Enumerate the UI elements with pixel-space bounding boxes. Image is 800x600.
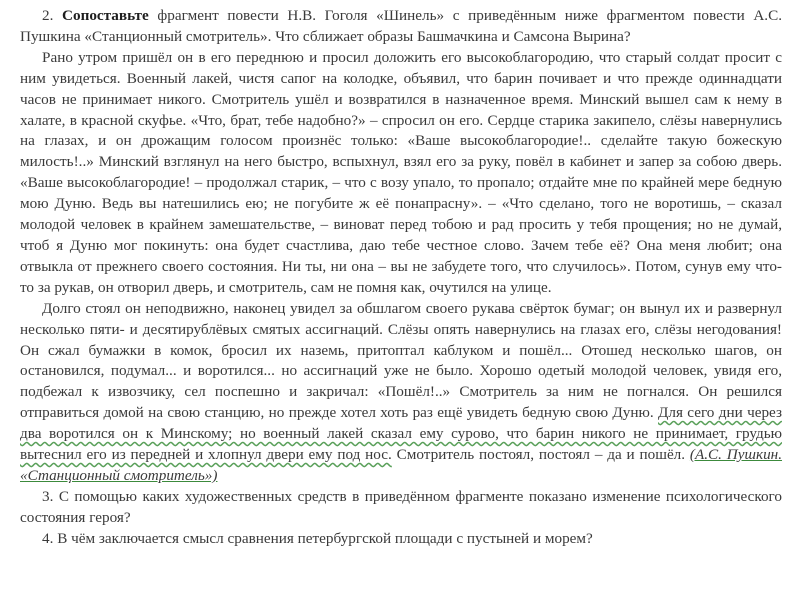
question-2 xyxy=(20,6,782,48)
passage-source: (А.С. Пушкин. «Станционный смотритель») xyxy=(20,446,783,484)
question-2-number: 2. xyxy=(42,7,54,24)
passage-paragraph-2-text: Долго стоял он неподвижно, наконец увидел за обшлагом своего рукава свёрток бумаг; он вынул их и развернул несколько пяти- и десятирублёвых смятых ассигнаций. Слёзы опять навернулись на глазах его, слёзы негодования! Он сжал бумажки в комок, бросил их наземь, притоптал каблуком и пошёл... Отошед несколько шагов, он остановился, подумал... и воротился... но ассигнаций уже не было. Хорошо одетый молодой человек, увидя его, подбежал к извозчику, сел поспешно и закричал: «Пошёл!..» Смотритель за ним не погнался. Он решился отправиться домой на свою станцию, но прежде хотел хоть раз ещё увидеть бедную свою Дуню. xyxy=(20,299,782,422)
question-3: 3. С помощью каких художественных средств в приведённом фрагменте показано изменение психологического состояния героя? xyxy=(20,487,782,526)
question-2-verb: Сопоставьте xyxy=(62,7,149,24)
passage-paragraph-2 xyxy=(20,299,782,487)
question-2-text: фрагмент повести Н.В. Гоголя «Шинель» с приведённым ниже фрагментом повести А.С. Пушкина «Станционный смотритель». Что сближает образы Башмачкина и Самсона Вырина? xyxy=(20,7,783,45)
question-4: 4. В чём заключается смысл сравнения петербургской площади с пустыней и морем? xyxy=(42,529,593,547)
passage-paragraph-1: Рано утром пришёл он в его переднюю и просил доложить его высокоблагородию, что старый солдат просит с ним увидеться. Военный лакей, чистя сапог на колодке, объявил, что барин почивает и что прежде одиннадцати часов не принимает никого. Смотритель ушёл и возвратился в назначенное время. Минский вышел сам к нему в халате, в красной скуфье. «Что, брат, тебе надобно?» – спросил он его. Сердце старика закипело, слёзы навернулись на глазах, и он дрожащим голосом произнёс только: «Ваше высокоблагородие!.. сделайте такую божескую милость!..» Минский взглянул на него быстро, вспыхнул, взял его за руку, повёл в кабинет и запер за собою дверь. «Ваше высокоблагородие! – продолжал старик, – что с возу упало, то пропало; отдайте мне по крайней мере бедную мою Дуню. Ведь вы натешились ею; не погубите ж её понапрасну». – «Что сделано, того не воротишь, – сказал молодой человек в крайнем замешательстве, – виноват перед тобою и рад просить у тебя прощения; но не думай, чтоб я Дуню мог покинуть: она будет счастлива, даю тебе честное слово. Зачем тебе её? Она меня любит; она отвыкла от прежнего своего состояния. Ни ты, ни она – вы не забудете того, что случилось». Потом, сунув ему что-то за рукав, он отворил дверь, и смотритель, сам не помня как, очутился на улице. xyxy=(20,48,782,296)
passage-closing-sentence: Смотритель постоял, постоял – да и пошёл. xyxy=(396,446,686,464)
passage-highlighted-sentence: Для сего дни через два воротился он к Минскому; но военный лакей сказал ему сурово, что барин никого не принимает, грудью вытеснил его из передней и хлопнул двери ему под нос. xyxy=(20,404,782,464)
